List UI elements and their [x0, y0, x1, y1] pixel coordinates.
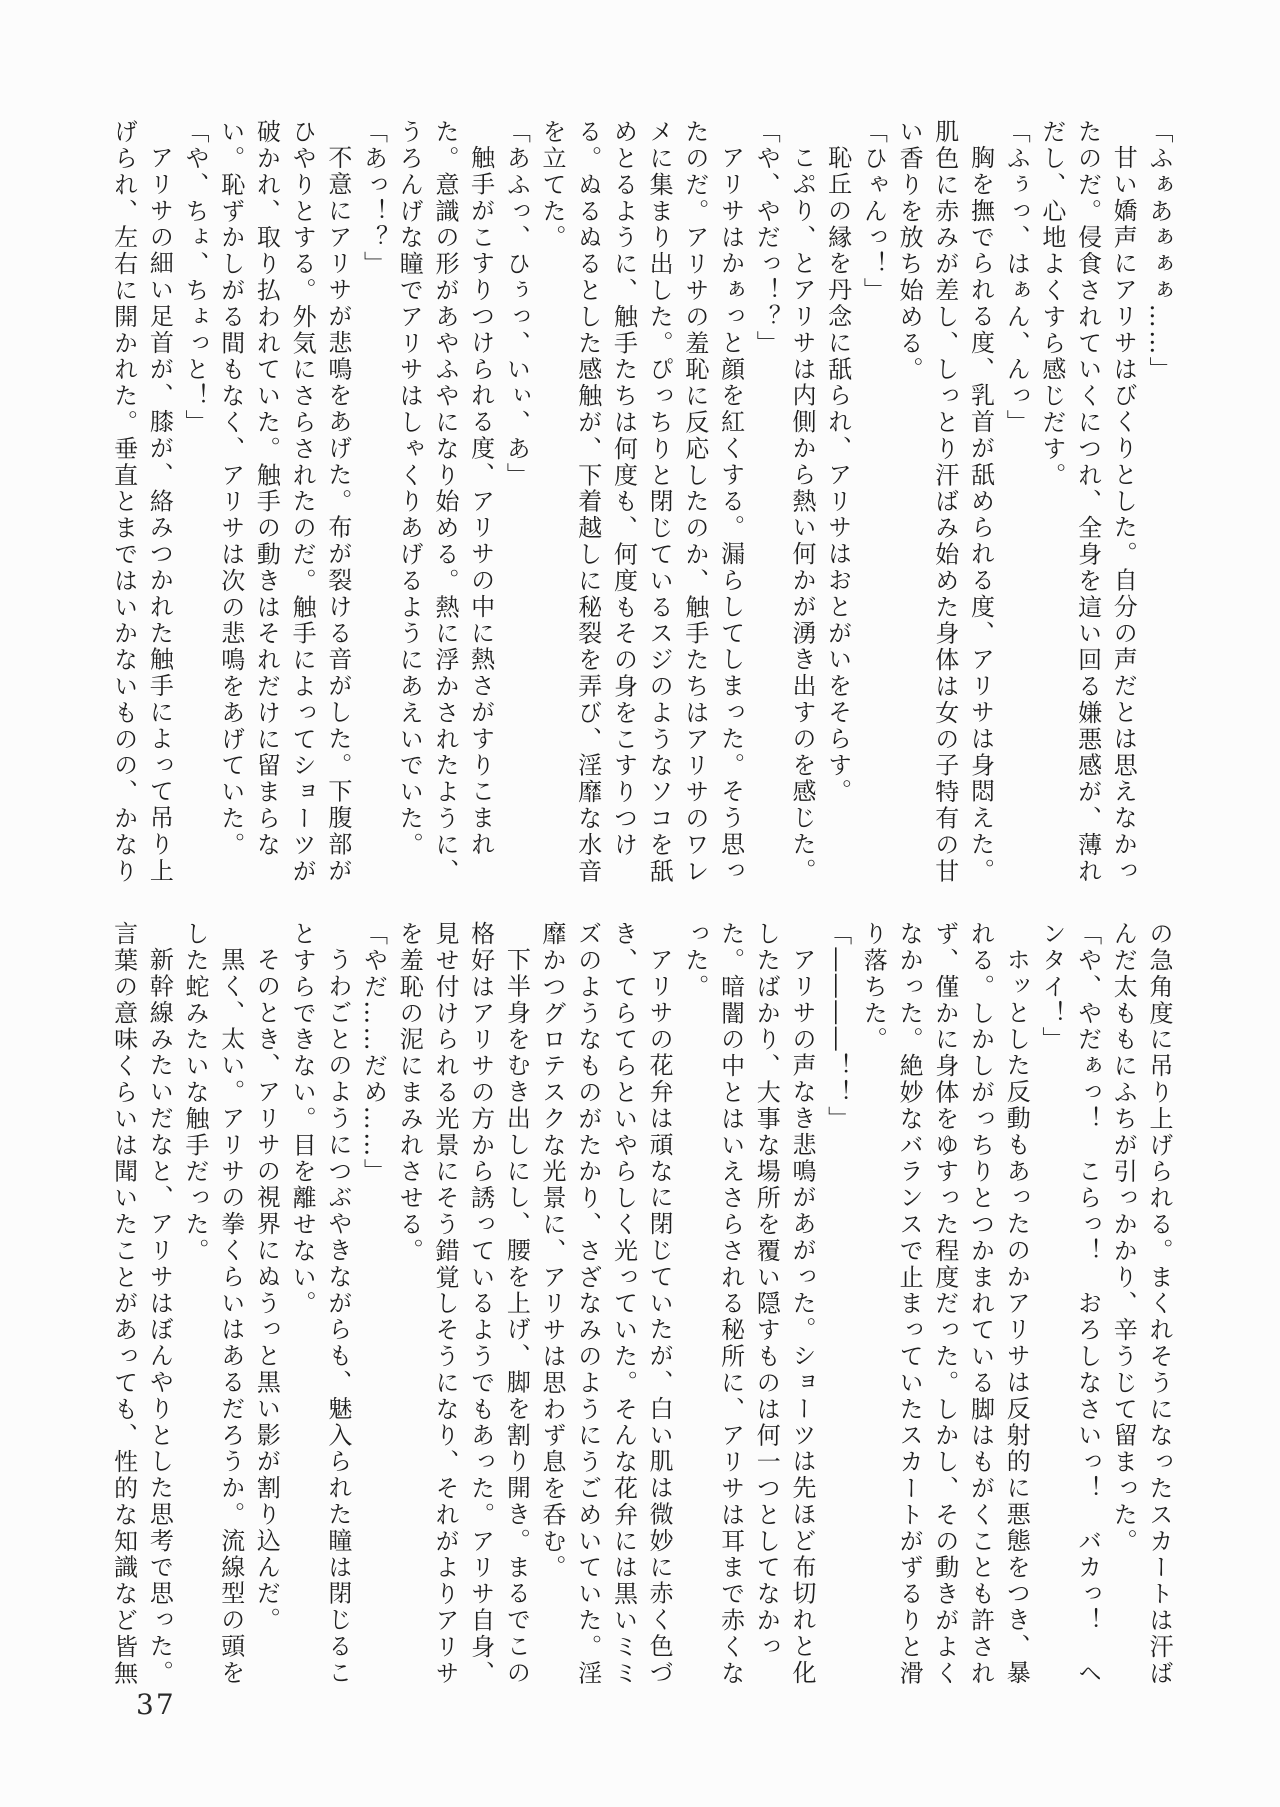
text-column: 「やだ……だめ……」: [359, 921, 388, 1185]
text-column: うろんげな瞳でアリサはしゃくりあげるようにあえいでいた。: [395, 119, 424, 859]
text-column: 「あっ！？」: [359, 119, 388, 278]
text-column: アリサはかぁっと顔を紅くする。漏らしてしまった。そう思っ: [716, 145, 745, 885]
text-column: ンタイ！」: [1037, 921, 1066, 1053]
text-column: 言葉の意味くらいは聞いたことがあっても、性的な知識など皆無: [109, 921, 138, 1687]
text-column: そのとき、アリサの視界にぬうっと黒い影が割り込んだ。: [252, 947, 281, 1634]
text-column: を立てた。: [538, 119, 567, 251]
text-column: き、てらてらといやらしく光っていた。そんな花弁には黒いミミ: [609, 921, 638, 1687]
text-column: した蛇みたいな触手だった。: [181, 921, 210, 1265]
text-column: メに集まり出した。ぴっちりと閉じているスジのようなソコを舐: [645, 119, 674, 885]
text-column: だし、心地よくすら感じだす。: [1037, 119, 1066, 489]
text-column: 恥丘の縁を丹念に舐られ、アリサはおとがいをそらす。: [823, 145, 852, 806]
text-column: 靡かつグロテスクな光景に、アリサは思わず息を呑む。: [538, 921, 567, 1581]
text-column: い。恥ずかしがる間もなく、アリサは次の悲鳴をあげていた。: [216, 119, 245, 859]
text-column: ひやりとする。外気にさらされたのだ。触手によってショーツが: [288, 119, 317, 885]
text-column: り落ちた。: [859, 921, 888, 1053]
text-column: 黒く、太い。アリサの拳くらいはあるだろうか。流線型の頭を: [216, 947, 245, 1687]
text-column: なかった。絶妙なバランスで止まっていたスカートがずるりと滑: [895, 921, 924, 1687]
text-column: を羞恥の泥にまみれさせる。: [395, 921, 424, 1265]
text-column: 下半身をむき出しにし、腰を上げ、脚を割り開き。まるでこの: [502, 947, 531, 1687]
text-column: 「や、やだぁっ！ こらっ！ おろしなさいっ！ バカっ！ ヘ: [1073, 921, 1102, 1687]
text-column: 「ふぅっ、はぁん、んっ」: [1002, 119, 1031, 436]
text-column: たのだ。侵食されていくにつれ、全身を這い回る嫌悪感が、薄れ: [1073, 119, 1102, 885]
text-column: た。意識の形があやふやになり始める。熱に浮かされたように、: [430, 119, 459, 885]
text-column: 不意にアリサが悲鳴をあげた。布が裂ける音がした。下腹部が: [323, 145, 352, 885]
text-column: 甘い嬌声にアリサはびくりとした。自分の声だとは思えなかっ: [1109, 145, 1138, 885]
text-column: げられ、左右に開かれた。垂直とまではいかないものの、かなり: [109, 119, 138, 885]
text-column: た。暗闇の中とはいえさらされる秘所に、アリサは耳まで赤くな: [716, 921, 745, 1687]
text-column: アリサの花弁は頑なに閉じていたが、白い肌は微妙に赤く色づ: [645, 947, 674, 1687]
text-column: 破かれ、取り払われていた。触手の動きはそれだけに留まらな: [252, 119, 281, 859]
text-column: アリサの声なき悲鳴があがった。ショーツは先ほど布切れと化: [787, 947, 816, 1687]
text-column: したばかり、大事な場所を覆い隠すものは何一つとしてなかっ: [752, 921, 781, 1661]
text-band-bottom: [104, 921, 1176, 1733]
text-column: とすらできない。目を離せない。: [288, 921, 317, 1317]
text-column: アリサの細い足首が、膝が、絡みつかれた触手によって吊り上: [145, 145, 174, 885]
text-column: れる。しかしがっちりとつかまれている脚はもがくことも許され: [966, 921, 995, 1687]
text-column: 格好はアリサの方から誘っているようでもあった。アリサ自身、: [466, 921, 495, 1687]
text-column: る。ぬるぬるとした感触が、下着越しに秘裂を弄び、淫靡な水音: [573, 119, 602, 885]
text-column: 肌色に赤みが差し、しっとり汗ばみ始めた身体は女の子特有の甘: [930, 119, 959, 885]
text-column: ず、僅かに身体をゆすった程度だった。しかし、その動きがよく: [930, 921, 959, 1687]
text-column: 触手がこすりつけられる度、アリサの中に熱さがすりこまれ: [466, 145, 495, 859]
page-number: 37: [136, 1688, 176, 1721]
text-column: い香りを放ち始める。: [895, 119, 924, 383]
text-column: んだ太ももにふちが引っかかり、辛うじて留まった。: [1109, 921, 1138, 1555]
text-column: たのだ。アリサの羞恥に反応したのか、触手たちはアリサのワレ: [680, 119, 709, 885]
text-column: ズのようなものがたかり、さざなみのようにうごめいていた。淫: [573, 921, 602, 1687]
text-column: うわごとのようにつぶやきながらも、魅入られた瞳は閉じるこ: [323, 947, 352, 1687]
text-column: 「ふぁあぁぁぁ……」: [1145, 119, 1173, 383]
text-column: の急角度に吊り上げられる。まくれそうになったスカートは汗ば: [1145, 921, 1173, 1687]
text-column: 「や、やだっ！？」: [752, 119, 781, 357]
text-column: った。: [680, 921, 709, 1001]
text-band-top: [104, 119, 1176, 931]
text-column: 胸を撫でられる度、乳首が舐められる度、アリサは身悶えた。: [966, 145, 995, 885]
text-column: 「――――！！」: [823, 921, 852, 1133]
text-column: 「や、ちょ、ちょっと！」: [181, 119, 210, 436]
text-column: ホッとした反動もあったのかアリサは反射的に悪態をつき、暴: [1002, 947, 1031, 1687]
text-column: 新幹線みたいだなと、アリサはぼんやりとした思考で思った。: [145, 947, 174, 1687]
text-column: めとるように、触手たちは何度も、何度もその身をこすりつけ: [609, 119, 638, 859]
text-column: 見せ付けられる光景にそう錯覚しそうになり、それがよりアリサ: [430, 921, 459, 1687]
text-column: 「ひゃんっ！」: [859, 119, 888, 304]
text-column: こぷり、とアリサは内側から熱い何かが湧き出すのを感じた。: [787, 145, 816, 885]
text-column: 「あふっ、ひぅっ、いぃ、あ」: [502, 119, 531, 489]
